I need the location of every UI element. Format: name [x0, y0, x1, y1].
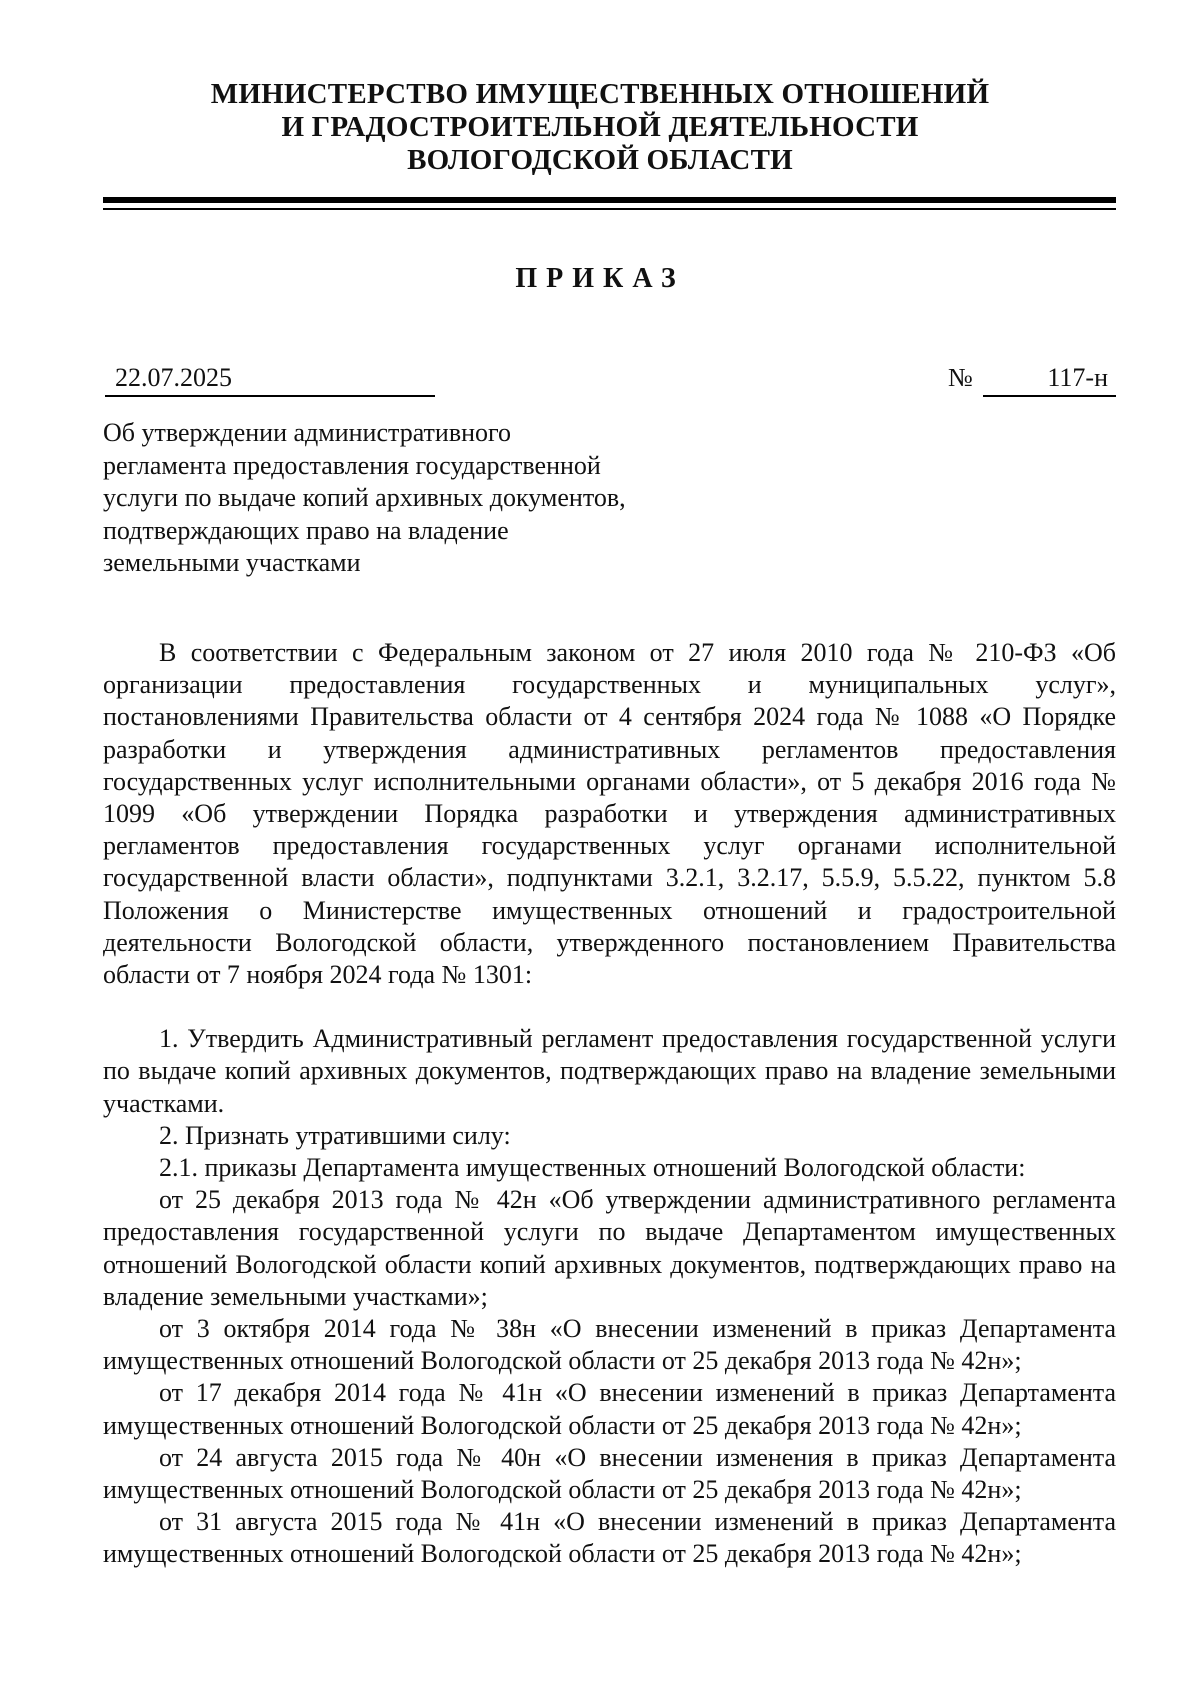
- order-subject: [103, 417, 626, 580]
- item-2-1-paragraph: 2.1. приказы Департамента имущественных отношений Вологодской области:: [159, 1153, 1026, 1183]
- subject-line-4: подтверждающих право на владение: [103, 515, 509, 545]
- revoked-order-4: от 24 августа 2015 года № 40н «О внесении изменения в приказ Департамента имущественных отношений Вологодской области от 25 декабря 2013 года № 42н»;: [103, 1442, 1116, 1505]
- document-type-title: ПРИКАЗ: [515, 263, 685, 294]
- item-2-paragraph: 2. Признать утратившими силу:: [159, 1120, 511, 1150]
- header-divider-thick: [103, 197, 1116, 203]
- item-1-paragraph: 1. Утвердить Административный регламент предоставления государственной услуги по выдаче копий архивных документов, подтверждающих право на владение земельными участками.: [103, 1024, 1116, 1118]
- header-line-3: ВОЛОГОДСКОЙ ОБЛАСТИ: [407, 144, 793, 176]
- header-line-2: И ГРАДОСТРОИТЕЛЬНОЙ ДЕЯТЕЛЬНОСТИ: [281, 111, 919, 143]
- revoked-order-3: от 17 декабря 2014 года № 41н «О внесении изменений в приказ Департамента имущественных отношений Вологодской области от 25 декабря 2013 года № 42н»;: [103, 1378, 1116, 1440]
- subject-line-5: земельными участками: [103, 548, 361, 577]
- revoked-order-1: от 25 декабря 2013 года № 42н «Об утверждении административного регламента предоставления государственной услуги по выдаче Департаментом имущественных отношений Вологодской области копий архивных документов, подтверждающих право на владение земельными участками»;: [103, 1185, 1116, 1311]
- order-date: 22.07.2025: [105, 363, 435, 397]
- order-number-label: №: [948, 363, 973, 392]
- header-line-1: МИНИСТЕРСТВО ИМУЩЕСТВЕННЫХ ОТНОШЕНИЙ: [210, 78, 990, 110]
- ministry-header: [0, 78, 1200, 177]
- revoked-order-2: от 3 октября 2014 года № 38н «О внесении изменений в приказ Департамента имущественных отношений Вологодской области от 25 декабря 2013 года № 42н»;: [103, 1314, 1116, 1376]
- subject-line-3: услуги по выдаче копий архивных документов,: [103, 483, 626, 512]
- revoked-order-5: от 31 августа 2015 года № 41н «О внесении изменений в приказ Департамента имущественных отношений Вологодской области от 25 декабря 2013 года № 42н»;: [103, 1507, 1116, 1569]
- header-divider-thin: [103, 208, 1116, 210]
- order-body: [103, 637, 1116, 1571]
- paragraph-spacer: [103, 991, 1116, 1023]
- subject-line-2: регламента предоставления государственной: [103, 450, 601, 480]
- preamble-paragraph: В соответствии с Федеральным законом от 27 июля 2010 года № 210-ФЗ «Об организации предоставления государственных и муниципальных услуг», постановлениями Правительства области от 4 сентября 2024 года № 1088 «О Порядке разработки и утверждения административных регламентов предоставления государственных услуг исполнительными органами области», от 5 декабря 2016 года № 1099 «Об утверждении Порядка разработки и утверждения административных регламентов предоставления государственных услуг органами исполнительной государственной власти области», подпунктами 3.2.1, 3.2.17, 5.5.9, 5.5.22, пунктом 5.8 Положения о Министерстве имущественных отношений и градостроительной деятельности Вологодской области, утвержденного постановлением Правительства области от 7 ноября 2024 года № 1301:: [103, 638, 1116, 990]
- subject-line-1: Об утверждении административного: [103, 418, 512, 447]
- order-number: 117-н: [983, 363, 1116, 397]
